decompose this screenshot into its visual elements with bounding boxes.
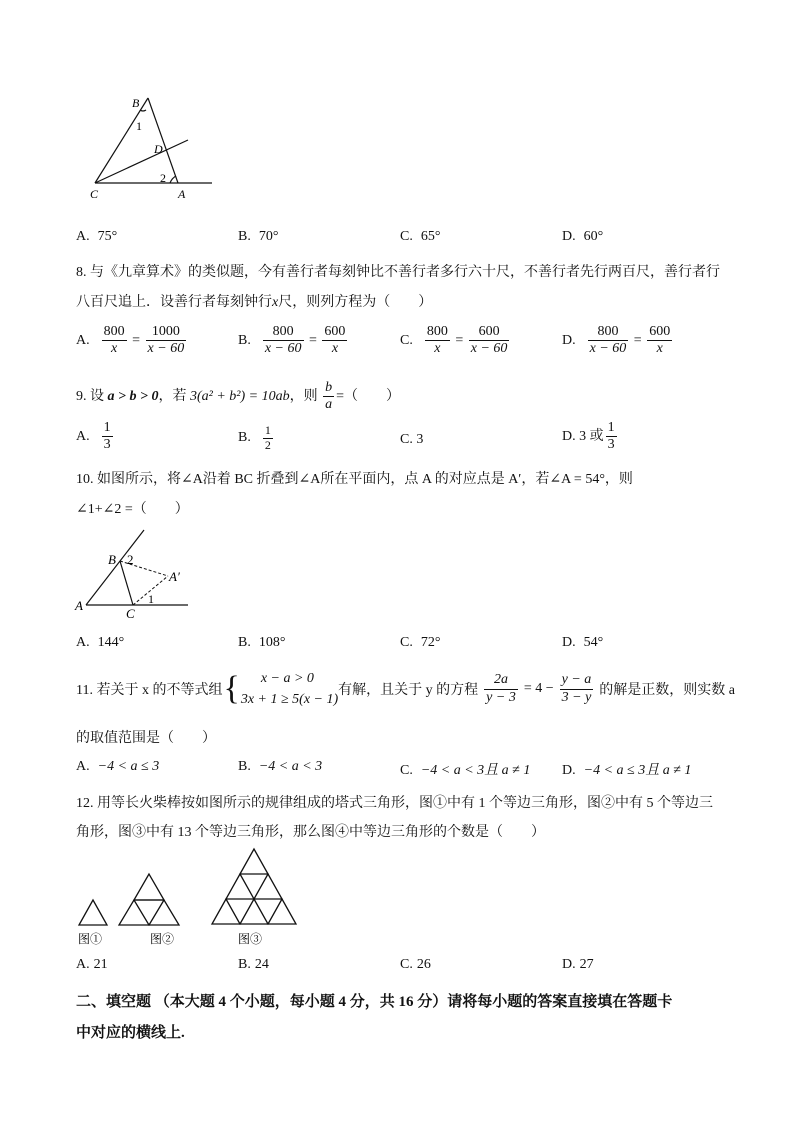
label-a: A <box>75 598 83 613</box>
section2-heading-line2: 中对应的横线上. <box>76 1025 185 1041</box>
q7-option-a[interactable]: A. 75° <box>76 229 118 244</box>
q8-option-b[interactable]: B. $\frac{800}{x - 60}$ = $\frac{600}{x}$ <box>238 324 346 357</box>
q9-stem: 9. 设 a > b > 0，若 3(a² + b²) = 10ab，则 $\frac{b}{a}$ =（ ） <box>76 380 400 413</box>
q12-line2: 角形，图③中有 13 个等边三角形，那么图④中等边三角形的个数是（ ） <box>76 825 545 840</box>
caption-fig1: 图① <box>78 932 103 946</box>
q8-option-c[interactable]: C. $\frac{800}{x}$ = $\frac{600}{x - 60}$ <box>400 324 508 357</box>
q9-option-c[interactable]: C. 3 <box>400 432 424 447</box>
label-a-prime: A′ <box>169 569 180 584</box>
figure-fold-triangle <box>72 526 197 622</box>
q8-line2: 八百尺追上．设善行者每刻钟行x尺，则列方程为（ ） <box>76 295 433 310</box>
q11-line2: 的取值范围是（ ） <box>76 731 216 746</box>
q12-option-d[interactable]: D. 27 <box>562 957 594 972</box>
q11-option-d[interactable]: D. −4 < a ≤ 3且 a ≠ 1 <box>562 763 692 778</box>
label-two: 2 <box>160 171 166 185</box>
q10-line1: 10. 如图所示，将∠A沿着 BC 折叠到∠A所在平面内，点 A 的对应点是 A′，若∠A = 54°，则 <box>76 472 633 487</box>
label-c: C <box>90 187 99 201</box>
label-two: 2 <box>127 552 134 567</box>
label-a: A <box>178 187 186 201</box>
label-one: 1 <box>148 592 154 606</box>
q9-option-b[interactable]: B. $\frac{1}{2}$ <box>238 423 271 452</box>
q11-stem: 11. 若关于 x 的不等式组 { x − a > 0 3x + 1 ≥ 5(x − 1) 有解，且关于 y 的方程 $\frac{2a}{y - 3}$ = 4 − $\frac{y - a}{3 - y}$ 的解是正数，则实数 a <box>76 670 736 707</box>
caption-fig2: 图② <box>150 932 175 946</box>
label-d: D <box>154 142 163 156</box>
q10-option-c[interactable]: C. 72° <box>400 635 441 650</box>
q7-option-b[interactable]: B. 70° <box>238 229 279 244</box>
q12-option-b[interactable]: B. 24 <box>238 957 269 972</box>
q11-option-b[interactable]: B. −4 < a < 3 <box>238 759 323 774</box>
q11-option-a[interactable]: A. −4 < a ≤ 3 <box>76 759 160 774</box>
q9-option-a[interactable]: A. $\frac{1}{3}$ <box>76 420 111 453</box>
label-b: B <box>108 552 116 567</box>
q7-option-c[interactable]: C. 65° <box>400 229 441 244</box>
label-one: 1 <box>136 119 142 133</box>
q9-option-d[interactable]: D. 3 或 $\frac{1}{3}$ <box>562 420 615 453</box>
q10-line2: ∠1+∠2 =（ ） <box>76 502 189 517</box>
q10-option-d[interactable]: D. 54° <box>562 635 604 650</box>
q7-option-d[interactable]: D. 60° <box>562 229 604 244</box>
section2-heading-line1: 二、填空题 （本大题 4 个小题，每小题 4 分，共 16 分）请将每小题的答案直接填在答题卡 <box>76 994 673 1010</box>
figure-triangle-bdca <box>80 90 230 205</box>
q12-option-a[interactable]: A. 21 <box>76 957 108 972</box>
label-c: C <box>126 606 135 621</box>
figure-match-triangles <box>74 845 309 950</box>
q10-option-a[interactable]: A. 144° <box>76 635 125 650</box>
q12-option-c[interactable]: C. 26 <box>400 957 431 972</box>
q8-line1: 8. 与《九章算术》的类似题，今有善行者每刻钟比不善行者多行六十尺，不善行者先行两百尺，善行者行 <box>76 265 720 280</box>
q8-option-a[interactable]: A. $\frac{800}{x}$ = $\frac{1000}{x - 60}$ <box>76 324 185 357</box>
q12-line1: 12. 用等长火柴棒按如图所示的规律组成的塔式三角形，图①中有 1 个等边三角形，图②中有 5 个等边三 <box>76 796 713 811</box>
q8-option-d[interactable]: D. $\frac{800}{x - 60}$ = $\frac{600}{x}$ <box>562 324 671 357</box>
label-b: B <box>132 96 140 110</box>
caption-fig3: 图③ <box>238 932 263 946</box>
q10-option-b[interactable]: B. 108° <box>238 635 286 650</box>
q11-option-c[interactable]: C. −4 < a < 3且 a ≠ 1 <box>400 763 531 778</box>
